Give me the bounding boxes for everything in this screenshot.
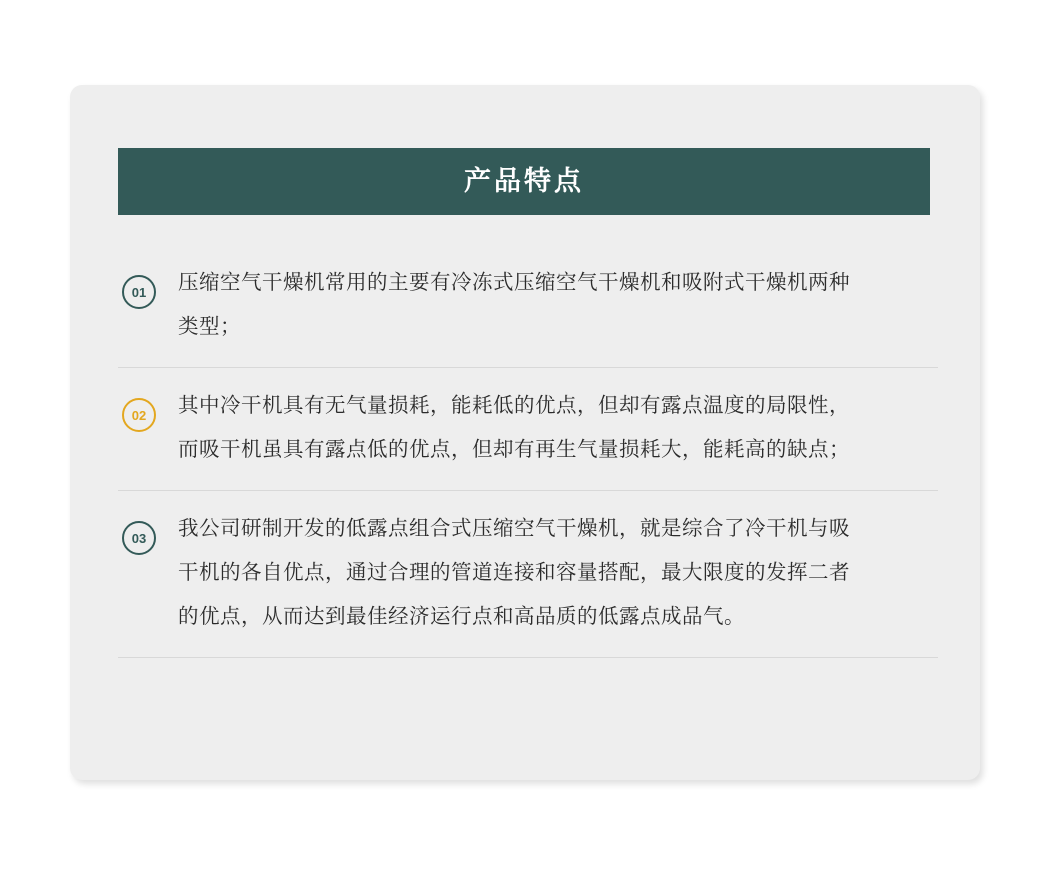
list-item-text: 我公司研制开发的低露点组合式压缩空气干燥机，就是综合了冷干机与吸干机的各自优点，通过合理的管道连接和容量搭配，最大限度的发挥二者的优点，从而达到最佳经济运行点和高品质的低露点成品气。 [178, 517, 850, 628]
page-title: 产品特点 [464, 166, 584, 196]
item-number-badge: 01 [122, 275, 156, 309]
item-number-badge: 02 [122, 398, 156, 432]
list-item [118, 368, 938, 491]
list-item [118, 245, 938, 368]
list-item [118, 491, 938, 658]
card-header [118, 148, 930, 215]
item-number-badge: 03 [122, 521, 156, 555]
feature-list [118, 245, 938, 658]
list-item-text: 压缩空气干燥机常用的主要有冷冻式压缩空气干燥机和吸附式干燥机两种类型； [178, 271, 850, 338]
list-item-text: 其中冷干机具有无气量损耗，能耗低的优点，但却有露点温度的局限性，而吸干机虽具有露点低的优点，但却有再生气量损耗大，能耗高的缺点； [178, 394, 850, 461]
product-features-card [70, 85, 980, 780]
